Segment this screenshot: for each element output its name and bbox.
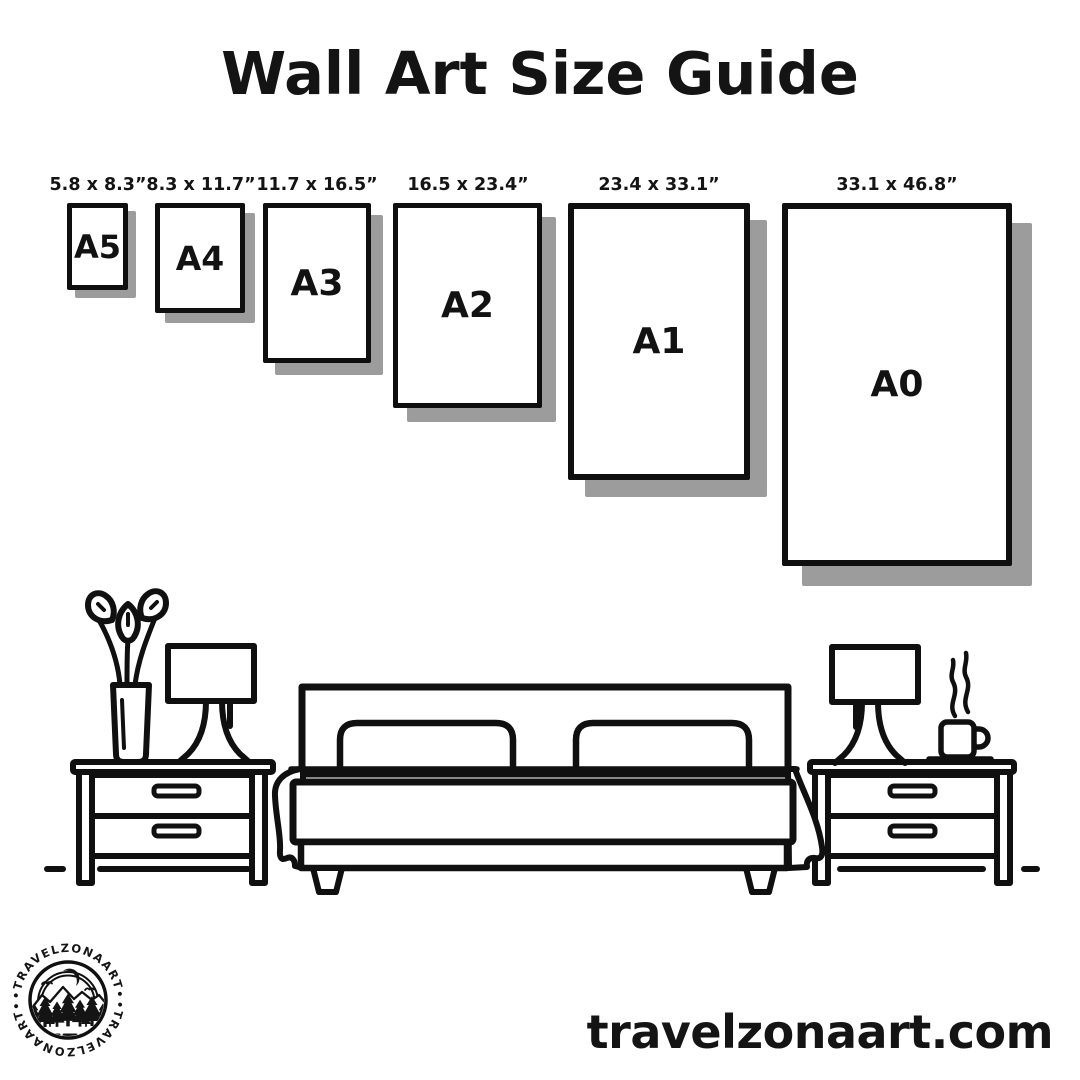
- frame-size-letter: A0: [870, 364, 924, 405]
- frame-size-letter: A1: [632, 321, 686, 362]
- frame-dimensions-label-a1: 23.4 x 33.1”: [598, 175, 720, 195]
- frame-dimensions-label-a2: 16.5 x 23.4”: [407, 175, 529, 195]
- frame-size-letter: A3: [290, 262, 344, 304]
- pillow-left: [340, 723, 513, 770]
- frame-dimensions-label-a5: 5.8 x 8.3”: [49, 175, 147, 195]
- nightstand-left-icon: [73, 762, 273, 883]
- nightstand-right-icon: [810, 762, 1014, 883]
- bed-icon: [275, 687, 822, 892]
- logo-ring-text-bottom: •TRAVELZONAART•: [8, 1000, 128, 1060]
- table-lamp-right-icon: [832, 647, 918, 763]
- frame-dimensions-label-a3: 11.7 x 16.5”: [256, 175, 378, 195]
- steam-icon: [952, 653, 969, 716]
- frame-size-letter: A4: [175, 238, 225, 278]
- frame-size-letter: A5: [73, 227, 122, 266]
- frame-dimensions-label-a4: 8.3 x 11.7”: [146, 175, 256, 195]
- coffee-cup-icon: [929, 653, 991, 759]
- pillow-right: [576, 723, 749, 770]
- frame-size-letter: A2: [441, 285, 494, 326]
- logo-ring-text-top: •TRAVELZONAART•: [8, 940, 128, 1000]
- vase-body: [113, 685, 149, 762]
- website-url: travelzonaart.com: [586, 1005, 1053, 1059]
- frame-dimensions-label-a0: 33.1 x 46.8”: [836, 175, 958, 195]
- table-lamp-left-icon: [168, 646, 254, 762]
- brand-logo: [9, 941, 127, 1059]
- page-title: Wall Art Size Guide: [221, 39, 859, 108]
- vase-plant-icon: [88, 591, 166, 762]
